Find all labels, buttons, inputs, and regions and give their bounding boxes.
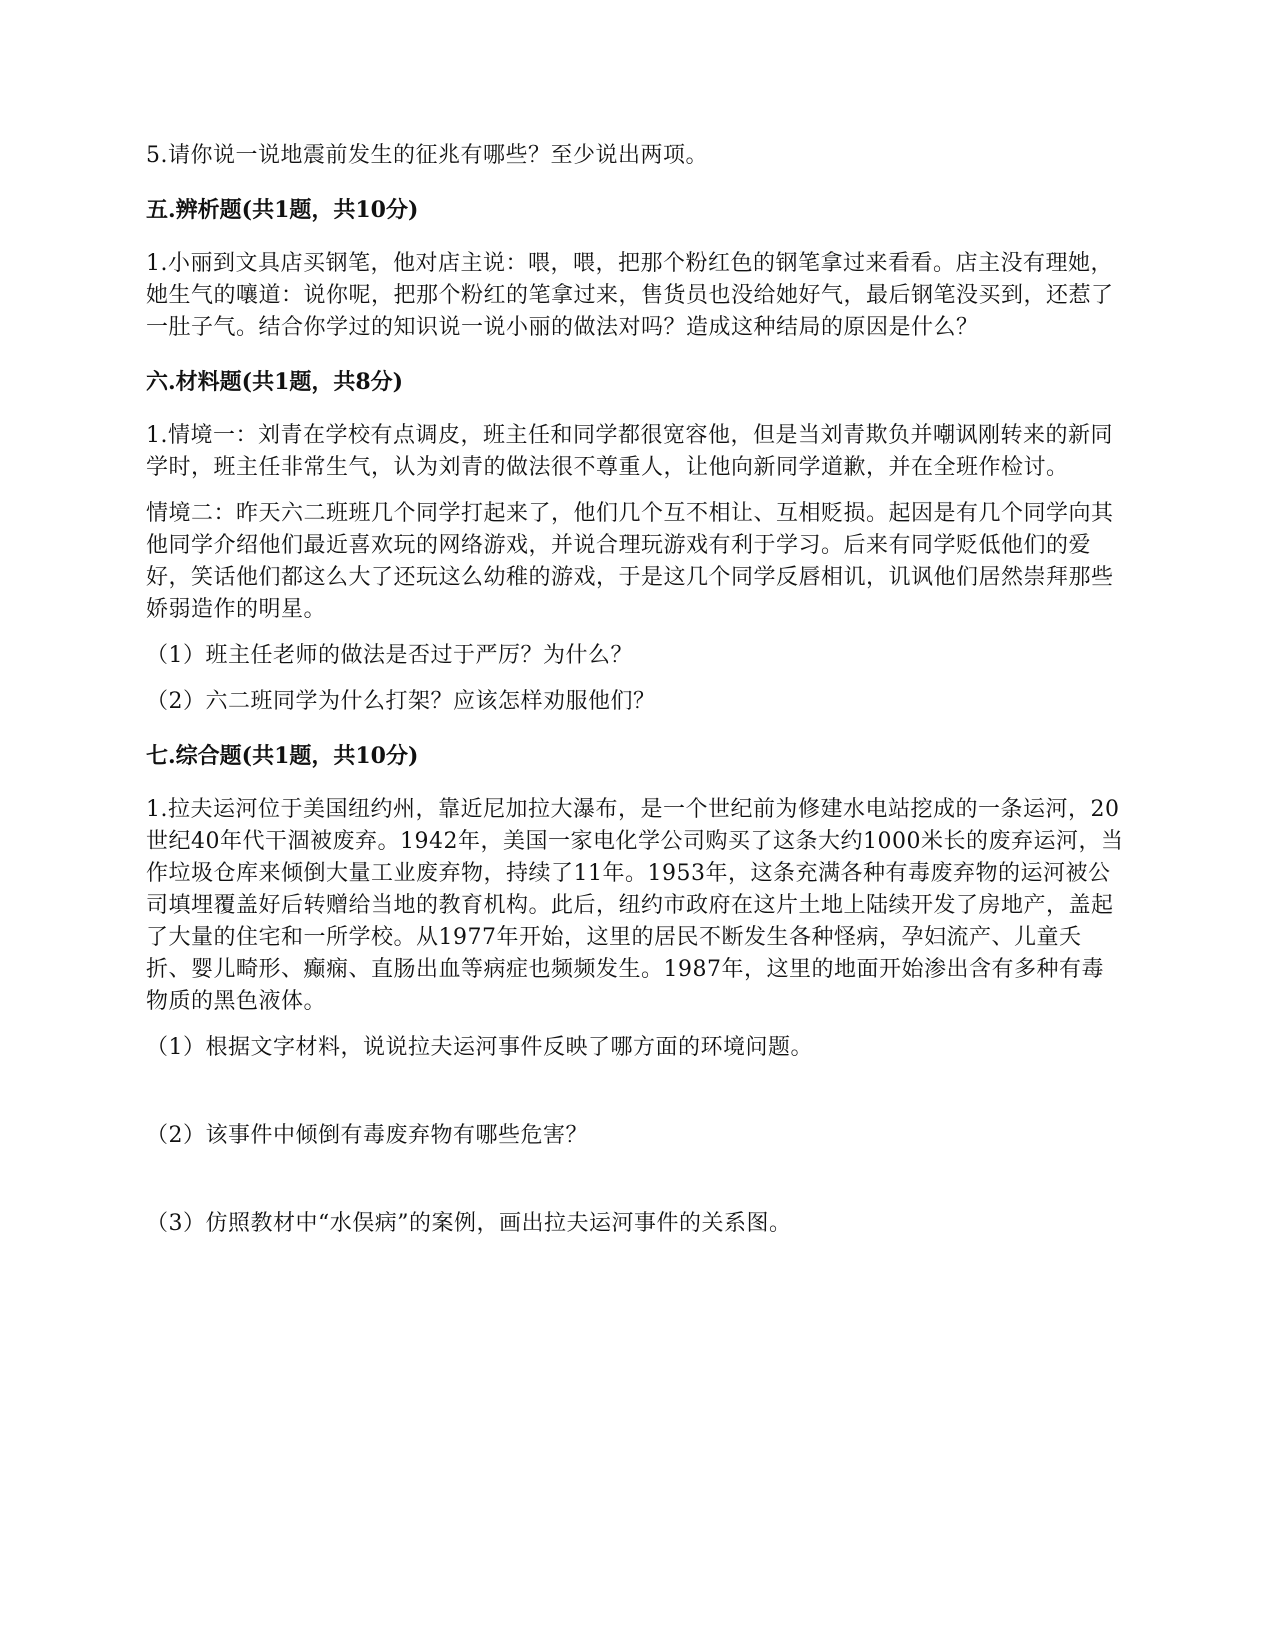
section-6-sub-question-2: （2）六二班同学为什么打架？应该怎样劝服他们？: [146, 689, 656, 714]
section-5-heading: 五.辨析题(共1题，共10分): [146, 197, 419, 223]
section-7-sub-question-1: （1）根据文字材料，说说拉夫运河事件反映了哪方面的环境问题。: [146, 1035, 813, 1060]
section-7-sub-question-2: （2）该事件中倾倒有毒废弃物有哪些危害？: [146, 1123, 588, 1148]
section-6-scene-2: 情境二：昨天六二班班几个同学打起来了，他们几个互不相让、互相贬损。起因是有几个同学向其他同学介绍他们最近喜欢玩的网络游戏，并说合理玩游戏有利于学习。后来有同学贬低他们的爱好，笑话他们都这么大了还玩这么幼稚的游戏，于是这几个同学反唇相讥，讥讽他们居然崇拜那些娇弱造作的明星。: [146, 501, 1114, 622]
question-5: 5.请你说一说地震前发生的征兆有哪些？至少说出两项。: [146, 143, 708, 168]
section-5-question-1: 1.小丽到文具店买钢笔，他对店主说：喂，喂，把那个粉红色的钢笔拿过来看看。店主没有理她，她生气的嚷道：说你呢，把那个粉红的笔拿过来，售货员也没给她好气，最后钢笔没买到，还惹了一肚子气。结合你学过的知识说一说小丽的做法对吗？造成这种结局的原因是什么？: [146, 251, 1114, 340]
section-7-heading: 七.综合题(共1题，共10分): [146, 743, 419, 769]
section-6-heading: 六.材料题(共1题，共8分): [146, 369, 404, 395]
section-7-sub-question-3: （3）仿照教材中“水俣病”的案例，画出拉夫运河事件的关系图。: [146, 1211, 792, 1236]
section-7-question-1: 1.拉夫运河位于美国纽约州，靠近尼加拉大瀑布，是一个世纪前为修建水电站挖成的一条运河，20世纪40年代干涸被废弃。1942年，美国一家电化学公司购买了这条大约1000米长的废弃运河，当作垃圾仓库来倾倒大量工业废弃物，持续了11年。1953年，这条充满各种有毒废弃物的运河被公司填埋覆盖好后转赠给当地的教育机构。此后，纽约市政府在这片土地上陆续开发了房地产，盖起了大量的住宅和一所学校。从1977年开始，这里的居民不断发生各种怪病，孕妇流产、儿童夭折、婴儿畸形、癫痫、直肠出血等病症也频频发生。1987年，这里的地面开始渗出含有多种有毒物质的黑色液体。: [146, 797, 1124, 1014]
section-6-scene-1: 1.情境一：刘青在学校有点调皮，班主任和同学都很宽容他，但是当刘青欺负并嘲讽刚转来的新同学时，班主任非常生气，认为刘青的做法很不尊重人，让他向新同学道歉，并在全班作检讨。: [146, 423, 1113, 480]
document-page: [146, 140, 1126, 1240]
section-6-sub-question-1: （1）班主任老师的做法是否过于严厉？为什么？: [146, 643, 633, 668]
